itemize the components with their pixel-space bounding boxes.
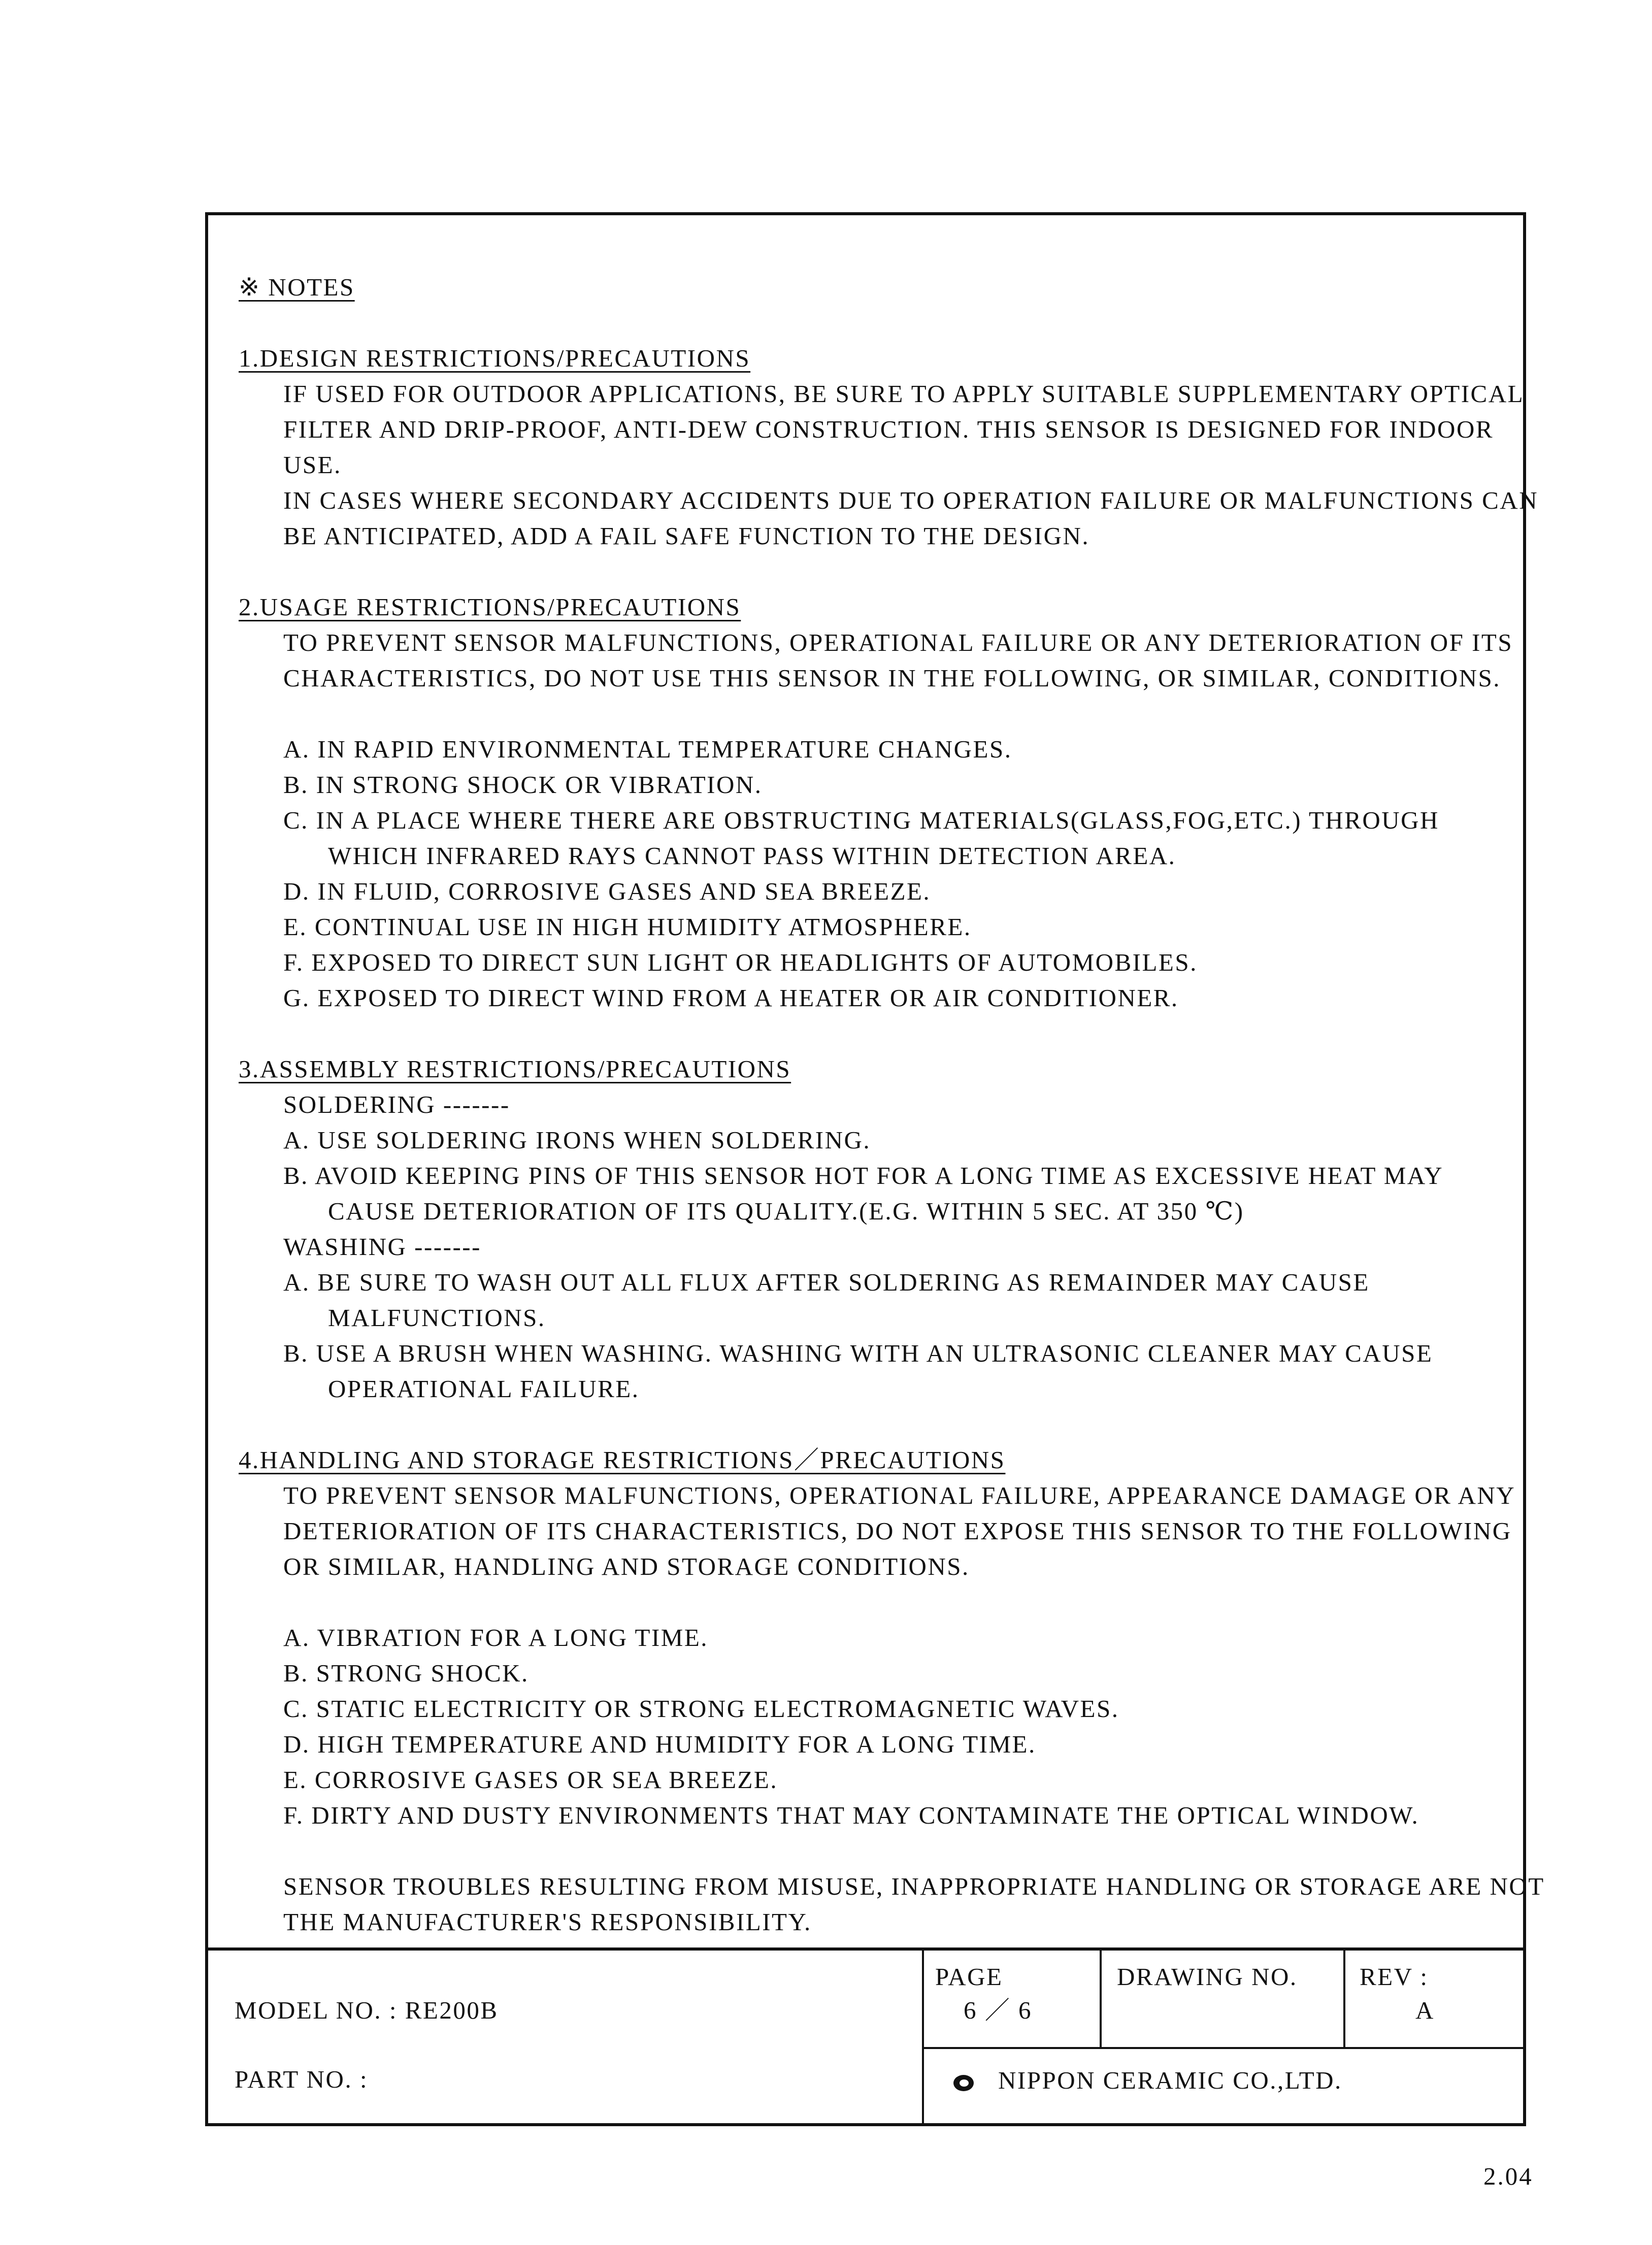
- section-2-item: F. EXPOSED TO DIRECT SUN LIGHT OR HEADLIGHTS OF AUTOMOBILES.: [283, 948, 1198, 976]
- title-block-divider: [1100, 1947, 1102, 2048]
- section-2-item: C. IN A PLACE WHERE THERE ARE OBSTRUCTING MATERIALS(GLASS,FOG,ETC.) THROUGH: [283, 806, 1439, 834]
- section-1-line: BE ANTICIPATED, ADD A FAIL SAFE FUNCTION TO THE DESIGN.: [283, 522, 1090, 550]
- revision-label: REV :: [1360, 1963, 1429, 1991]
- section-4-footer-line: THE MANUFACTURER'S RESPONSIBILITY.: [283, 1908, 812, 1936]
- notes-heading: ※ NOTES: [239, 273, 355, 301]
- notes-content: [208, 215, 1545, 1951]
- section-3-heading: 3.ASSEMBLY RESTRICTIONS/PRECAUTIONS: [239, 1055, 791, 1083]
- part-number: PART NO. :: [235, 2065, 369, 2093]
- section-2-item: A. IN RAPID ENVIRONMENTAL TEMPERATURE CHANGES.: [283, 735, 1012, 763]
- drawing-number-label: DRAWING NO.: [1117, 1963, 1298, 1991]
- section-4-item: B. STRONG SHOCK.: [283, 1659, 529, 1687]
- section-3-line: B. USE A BRUSH WHEN WASHING. WASHING WITH AN ULTRASONIC CLEANER MAY CAUSE: [283, 1339, 1433, 1367]
- title-block-divider: [1343, 1947, 1345, 2048]
- section-2-item: G. EXPOSED TO DIRECT WIND FROM A HEATER OR AIR CONDITIONER.: [283, 984, 1179, 1012]
- section-1-line: FILTER AND DRIP-PROOF, ANTI-DEW CONSTRUCTION. THIS SENSOR IS DESIGNED FOR INDOOR: [283, 415, 1494, 443]
- company-name-row: [953, 2065, 1342, 2096]
- section-4-item: C. STATIC ELECTRICITY OR STRONG ELECTROMAGNETIC WAVES.: [283, 1695, 1119, 1723]
- section-4-line: DETERIORATION OF ITS CHARACTERISTICS, DO NOT EXPOSE THIS SENSOR TO THE FOLLOWING: [283, 1517, 1512, 1545]
- company-name: NIPPON CERAMIC CO.,LTD.: [998, 2066, 1342, 2094]
- section-4-heading: 4.HANDLING AND STORAGE RESTRICTIONS／PRECAUTIONS: [239, 1446, 1006, 1474]
- title-block: [208, 1947, 1523, 2123]
- section-3-line: SOLDERING -------: [283, 1091, 510, 1118]
- section-2-item: B. IN STRONG SHOCK OR VIBRATION.: [283, 771, 763, 799]
- section-1-line: IF USED FOR OUTDOOR APPLICATIONS, BE SURE TO APPLY SUITABLE SUPPLEMENTARY OPTICAL: [283, 380, 1525, 408]
- title-block-divider: [922, 2047, 1523, 2049]
- section-4-line: OR SIMILAR, HANDLING AND STORAGE CONDITIONS.: [283, 1553, 970, 1580]
- section-2-item: E. CONTINUAL USE IN HIGH HUMIDITY ATMOSPHERE.: [283, 913, 972, 941]
- section-3-line: A. USE SOLDERING IRONS WHEN SOLDERING.: [283, 1126, 871, 1154]
- section-4-item: D. HIGH TEMPERATURE AND HUMIDITY FOR A LONG TIME.: [283, 1730, 1036, 1758]
- section-1-line: IN CASES WHERE SECONDARY ACCIDENTS DUE TO OPERATION FAILURE OR MALFUNCTIONS CAN: [283, 486, 1539, 514]
- page-corner-number: 2.04: [1483, 2162, 1533, 2190]
- section-3-line: MALFUNCTIONS.: [328, 1304, 546, 1332]
- section-4-item: F. DIRTY AND DUSTY ENVIRONMENTS THAT MAY CONTAMINATE THE OPTICAL WINDOW.: [283, 1801, 1419, 1829]
- revision-value: A: [1415, 1996, 1435, 2024]
- section-2-line: CHARACTERISTICS, DO NOT USE THIS SENSOR IN THE FOLLOWING, OR SIMILAR, CONDITIONS.: [283, 664, 1501, 692]
- model-number: MODEL NO. : RE200B: [235, 1996, 499, 2024]
- section-1-line: USE.: [283, 451, 342, 479]
- title-block-divider: [922, 1947, 924, 2126]
- section-2-item: D. IN FLUID, CORROSIVE GASES AND SEA BREEZE.: [283, 877, 931, 905]
- section-4-item: E. CORROSIVE GASES OR SEA BREEZE.: [283, 1766, 778, 1794]
- section-2-item: WHICH INFRARED RAYS CANNOT PASS WITHIN DETECTION AREA.: [328, 842, 1176, 870]
- page-label: PAGE: [935, 1963, 1003, 1991]
- section-1-heading: 1.DESIGN RESTRICTIONS/PRECAUTIONS: [239, 344, 751, 372]
- company-logo-icon: [953, 2075, 974, 2091]
- section-4-item: A. VIBRATION FOR A LONG TIME.: [283, 1624, 709, 1652]
- section-3-line: B. AVOID KEEPING PINS OF THIS SENSOR HOT FOR A LONG TIME AS EXCESSIVE HEAT MAY: [283, 1162, 1444, 1190]
- section-3-line: CAUSE DETERIORATION OF ITS QUALITY.(E.G. WITHIN 5 SEC. AT 350 ℃): [328, 1197, 1244, 1225]
- section-3-line: A. BE SURE TO WASH OUT ALL FLUX AFTER SOLDERING AS REMAINDER MAY CAUSE: [283, 1268, 1370, 1296]
- section-3-line: OPERATIONAL FAILURE.: [328, 1375, 640, 1403]
- section-4-line: TO PREVENT SENSOR MALFUNCTIONS, OPERATIONAL FAILURE, APPEARANCE DAMAGE OR ANY: [283, 1481, 1516, 1509]
- section-2-heading: 2.USAGE RESTRICTIONS/PRECAUTIONS: [239, 593, 741, 621]
- section-2-line: TO PREVENT SENSOR MALFUNCTIONS, OPERATIONAL FAILURE OR ANY DETERIORATION OF ITS: [283, 629, 1513, 656]
- section-4-footer-line: SENSOR TROUBLES RESULTING FROM MISUSE, INAPPROPRIATE HANDLING OR STORAGE ARE NOT: [283, 1872, 1545, 1900]
- document-frame: [205, 212, 1545, 2126]
- section-3-line: WASHING -------: [283, 1233, 481, 1261]
- page-value: 6 ／ 6: [964, 1996, 1033, 2024]
